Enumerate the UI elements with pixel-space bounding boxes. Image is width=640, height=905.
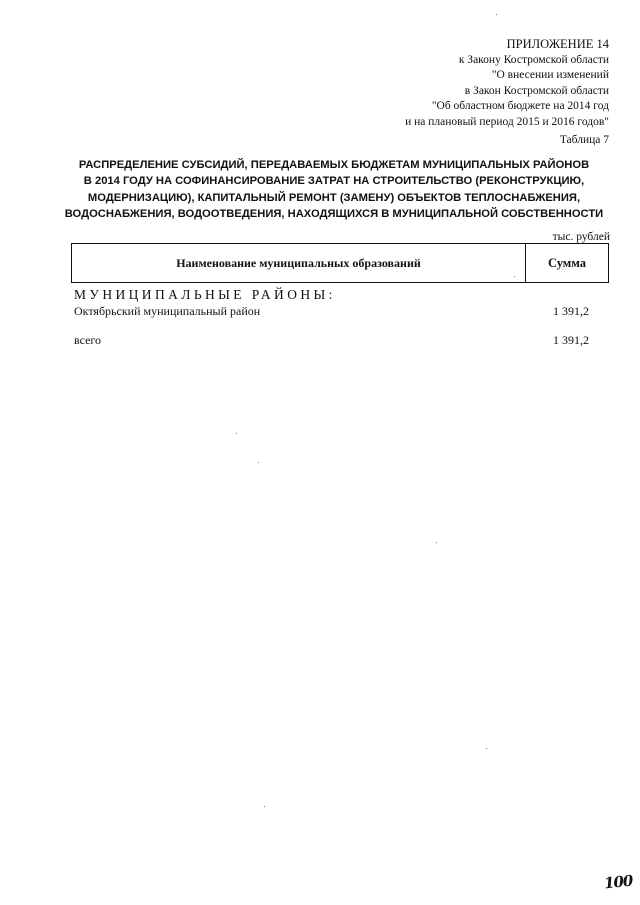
column-header-amount: Сумма <box>548 255 586 270</box>
appendix-line: "О внесении изменений <box>491 69 609 82</box>
appendix-title: ПРИЛОЖЕНИЕ 14 <box>506 37 609 51</box>
scan-speck <box>514 276 515 277</box>
appendix-header <box>405 37 609 131</box>
appendix-line: и на плановый период 2015 и 2016 годов" <box>405 115 609 128</box>
appendix-line: к Закону Костромской области <box>458 53 609 66</box>
row-amount: 1 391,2 <box>553 304 589 318</box>
row-name: Октябрьский муниципальный район <box>74 304 261 318</box>
document-title <box>60 157 608 223</box>
scan-speck <box>236 433 237 434</box>
section-label: МУНИЦИПАЛЬНЫЕ РАЙОНЫ: <box>74 287 336 302</box>
table-row <box>74 304 589 319</box>
scan-speck <box>258 462 259 463</box>
scan-speck <box>496 14 497 15</box>
table-number: Таблица 7 <box>559 134 609 146</box>
scan-speck <box>436 542 437 543</box>
title-line: ВОДОСНАБЖЕНИЯ, ВОДООТВЕДЕНИЯ, НАХОДЯЩИХСЯ В МУНИЦИПАЛЬНОЙ СОБСТВЕННОСТИ <box>64 208 604 221</box>
column-header-name: Наименование муниципальных образований <box>72 244 526 282</box>
total-row <box>74 333 589 348</box>
total-amount: 1 391,2 <box>553 333 589 347</box>
appendix-line: "Об областном бюджете на 2014 год <box>431 100 609 113</box>
scan-speck <box>486 748 487 749</box>
table-header <box>71 243 609 283</box>
unit-label: тыс. рублей <box>552 231 610 243</box>
handwritten-page-number: 100 <box>602 871 633 893</box>
scan-speck <box>264 806 265 807</box>
title-line: МОДЕРНИЗАЦИЮ), КАПИТАЛЬНЫЙ РЕМОНТ (ЗАМЕНУ) ОБЪЕКТОВ ТЕПЛОСНАБЖЕНИЯ, <box>87 191 581 204</box>
title-line: В 2014 ГОДУ НА СОФИНАНСИРОВАНИЕ ЗАТРАТ НА СТРОИТЕЛЬСТВО (РЕКОНСТРУКЦИЮ, <box>83 175 585 188</box>
total-label: всего <box>74 333 102 347</box>
title-line: РАСПРЕДЕЛЕНИЕ СУБСИДИЙ, ПЕРЕДАВАЕМЫХ БЮДЖЕТАМ МУНИЦИПАЛЬНЫХ РАЙОНОВ <box>78 159 590 171</box>
appendix-line: в Закон Костромской области <box>464 84 609 97</box>
